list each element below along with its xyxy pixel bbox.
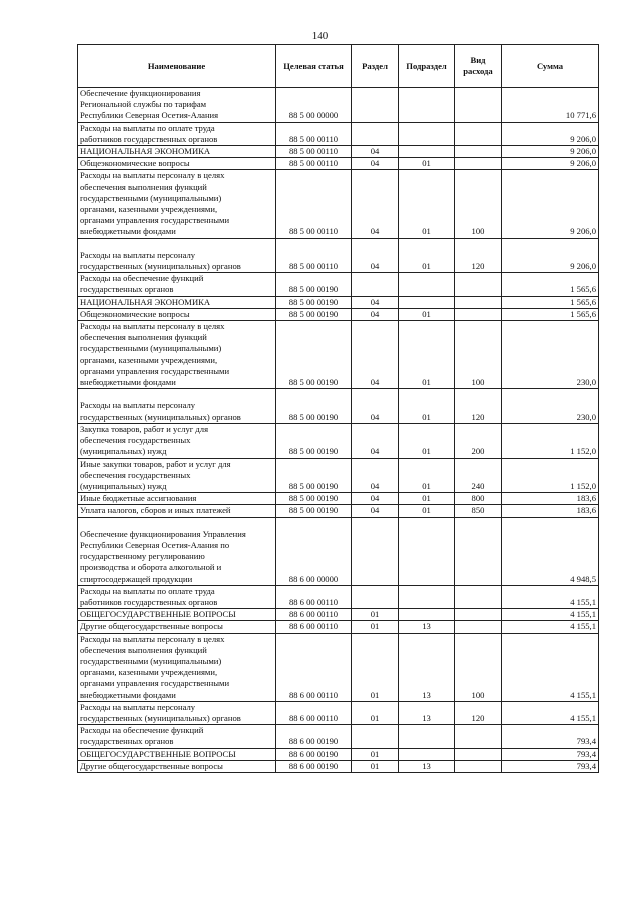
row-code: 88 6 00 00190 bbox=[276, 725, 352, 748]
row-subsection bbox=[399, 748, 455, 760]
row-amount: 1 152,0 bbox=[502, 423, 599, 458]
table-row bbox=[78, 633, 599, 701]
row-name: Расходы на выплаты по оплате труда работников государственных органов bbox=[78, 122, 276, 145]
row-name: Другие общегосударственные вопросы bbox=[78, 760, 276, 772]
row-code: 88 6 00 00110 bbox=[276, 585, 352, 608]
row-code: 88 5 00 00190 bbox=[276, 458, 352, 493]
row-expense-type bbox=[455, 725, 502, 748]
table-row bbox=[78, 517, 599, 585]
row-section: 04 bbox=[352, 458, 399, 493]
row-expense-type bbox=[455, 88, 502, 123]
row-amount: 4 155,1 bbox=[502, 585, 599, 608]
row-name: Расходы на обеспечение функций государственных органов bbox=[78, 273, 276, 296]
row-expense-type bbox=[455, 296, 502, 308]
row-subsection bbox=[399, 296, 455, 308]
row-code: 88 6 00 00190 bbox=[276, 748, 352, 760]
row-section: 01 bbox=[352, 748, 399, 760]
row-code: 88 5 00 00110 bbox=[276, 122, 352, 145]
row-subsection bbox=[399, 725, 455, 748]
row-subsection: 01 bbox=[399, 493, 455, 505]
row-amount: 1 565,6 bbox=[502, 308, 599, 320]
row-section bbox=[352, 88, 399, 123]
row-section bbox=[352, 725, 399, 748]
row-section: 04 bbox=[352, 493, 399, 505]
row-code: 88 5 00 00110 bbox=[276, 146, 352, 158]
row-subsection: 13 bbox=[399, 760, 455, 772]
row-subsection bbox=[399, 517, 455, 585]
row-section: 04 bbox=[352, 389, 399, 424]
row-name: Расходы на обеспечение функций государственных органов bbox=[78, 725, 276, 748]
table-header-row bbox=[78, 45, 599, 88]
row-amount: 1 152,0 bbox=[502, 458, 599, 493]
row-name: Расходы на выплаты персоналу государственных (муниципальных) органов bbox=[78, 389, 276, 424]
header-section: Раздел bbox=[352, 45, 399, 88]
row-name: Общеэкономические вопросы bbox=[78, 308, 276, 320]
row-amount: 793,4 bbox=[502, 725, 599, 748]
row-code: 88 6 00 00110 bbox=[276, 609, 352, 621]
row-expense-type: 800 bbox=[455, 493, 502, 505]
row-code: 88 6 00 00000 bbox=[276, 517, 352, 585]
row-subsection: 01 bbox=[399, 423, 455, 458]
row-name: Закупка товаров, работ и услуг для обеспечения государственных (муниципальных) нужд bbox=[78, 423, 276, 458]
row-subsection: 01 bbox=[399, 308, 455, 320]
row-code: 88 5 00 00190 bbox=[276, 296, 352, 308]
row-section: 01 bbox=[352, 609, 399, 621]
row-section: 04 bbox=[352, 170, 399, 238]
row-code: 88 6 00 00110 bbox=[276, 701, 352, 724]
row-expense-type: 100 bbox=[455, 321, 502, 389]
row-code: 88 5 00 00110 bbox=[276, 158, 352, 170]
row-name: НАЦИОНАЛЬНАЯ ЭКОНОМИКА bbox=[78, 146, 276, 158]
row-expense-type: 200 bbox=[455, 423, 502, 458]
row-section bbox=[352, 517, 399, 585]
row-expense-type: 100 bbox=[455, 633, 502, 701]
table-row bbox=[78, 389, 599, 424]
row-subsection: 13 bbox=[399, 621, 455, 633]
header-expense-type: Вид расхода bbox=[455, 45, 502, 88]
row-name: Другие общегосударственные вопросы bbox=[78, 621, 276, 633]
row-name: Расходы на выплаты персоналу в целях обеспечения выполнения функций государственными (муниципальными) органами, казенными учреждениями, органами управления государственными внебюджетными фондами bbox=[78, 170, 276, 238]
row-section: 04 bbox=[352, 158, 399, 170]
row-amount: 230,0 bbox=[502, 389, 599, 424]
row-expense-type bbox=[455, 748, 502, 760]
row-subsection: 01 bbox=[399, 505, 455, 517]
row-name: Расходы на выплаты персоналу в целях обеспечения выполнения функций государственными (муниципальными) органами, казенными учреждениями, органами управления государственными внебюджетными фондами bbox=[78, 321, 276, 389]
row-name: Иные закупки товаров, работ и услуг для обеспечения государственных (муниципальных) нужд bbox=[78, 458, 276, 493]
page-number: 140 bbox=[311, 30, 329, 42]
row-subsection bbox=[399, 146, 455, 158]
row-subsection bbox=[399, 88, 455, 123]
row-section: 04 bbox=[352, 423, 399, 458]
row-expense-type bbox=[455, 122, 502, 145]
row-subsection bbox=[399, 273, 455, 296]
row-expense-type bbox=[455, 609, 502, 621]
row-subsection: 13 bbox=[399, 701, 455, 724]
row-code: 88 5 00 00190 bbox=[276, 505, 352, 517]
row-name: Расходы на выплаты персоналу государственных (муниципальных) органов bbox=[78, 238, 276, 273]
row-amount: 4 155,1 bbox=[502, 633, 599, 701]
table-row bbox=[78, 170, 599, 238]
row-amount: 4 155,1 bbox=[502, 609, 599, 621]
row-name: Уплата налогов, сборов и иных платежей bbox=[78, 505, 276, 517]
row-code: 88 5 00 00110 bbox=[276, 170, 352, 238]
table-row bbox=[78, 238, 599, 273]
row-section: 01 bbox=[352, 701, 399, 724]
row-amount: 183,6 bbox=[502, 505, 599, 517]
row-expense-type bbox=[455, 158, 502, 170]
table-row bbox=[78, 748, 599, 760]
row-code: 88 5 00 00190 bbox=[276, 493, 352, 505]
row-name: ОБЩЕГОСУДАРСТВЕННЫЕ ВОПРОСЫ bbox=[78, 748, 276, 760]
row-name: Обеспечение функционирования Региональной службы по тарифам Республики Северная Осетия-Алания bbox=[78, 88, 276, 123]
row-amount: 9 206,0 bbox=[502, 146, 599, 158]
table-row bbox=[78, 122, 599, 145]
row-code: 88 5 00 00190 bbox=[276, 423, 352, 458]
row-expense-type: 240 bbox=[455, 458, 502, 493]
row-section bbox=[352, 585, 399, 608]
row-amount: 1 565,6 bbox=[502, 296, 599, 308]
table-row bbox=[78, 621, 599, 633]
row-expense-type bbox=[455, 621, 502, 633]
table-row bbox=[78, 88, 599, 123]
row-section: 01 bbox=[352, 633, 399, 701]
row-name: НАЦИОНАЛЬНАЯ ЭКОНОМИКА bbox=[78, 296, 276, 308]
row-name: Иные бюджетные ассигнования bbox=[78, 493, 276, 505]
table-row bbox=[78, 585, 599, 608]
row-expense-type bbox=[455, 760, 502, 772]
row-name: ОБЩЕГОСУДАРСТВЕННЫЕ ВОПРОСЫ bbox=[78, 609, 276, 621]
row-amount: 4 155,1 bbox=[502, 621, 599, 633]
budget-table bbox=[77, 44, 599, 773]
row-expense-type: 120 bbox=[455, 238, 502, 273]
row-amount: 1 565,6 bbox=[502, 273, 599, 296]
row-section bbox=[352, 122, 399, 145]
row-subsection: 13 bbox=[399, 633, 455, 701]
row-expense-type: 120 bbox=[455, 701, 502, 724]
row-expense-type bbox=[455, 146, 502, 158]
row-expense-type bbox=[455, 273, 502, 296]
table-row bbox=[78, 146, 599, 158]
row-subsection: 01 bbox=[399, 170, 455, 238]
row-expense-type bbox=[455, 517, 502, 585]
table-row bbox=[78, 609, 599, 621]
table-row bbox=[78, 505, 599, 517]
row-subsection: 01 bbox=[399, 458, 455, 493]
row-code: 88 6 00 00110 bbox=[276, 621, 352, 633]
table-row bbox=[78, 321, 599, 389]
table-row bbox=[78, 458, 599, 493]
row-subsection: 01 bbox=[399, 238, 455, 273]
header-name: Наименование bbox=[78, 45, 276, 88]
row-section: 04 bbox=[352, 296, 399, 308]
header-subsection: Подраздел bbox=[399, 45, 455, 88]
table-row bbox=[78, 701, 599, 724]
row-subsection: 01 bbox=[399, 389, 455, 424]
table-row bbox=[78, 296, 599, 308]
row-amount: 9 206,0 bbox=[502, 158, 599, 170]
row-subsection: 01 bbox=[399, 321, 455, 389]
row-amount: 9 206,0 bbox=[502, 238, 599, 273]
row-code: 88 5 00 00110 bbox=[276, 238, 352, 273]
header-code: Целевая статья bbox=[276, 45, 352, 88]
row-code: 88 5 00 00190 bbox=[276, 321, 352, 389]
table-row bbox=[78, 423, 599, 458]
row-section bbox=[352, 273, 399, 296]
row-section: 04 bbox=[352, 321, 399, 389]
table-row bbox=[78, 493, 599, 505]
row-amount: 183,6 bbox=[502, 493, 599, 505]
row-expense-type: 100 bbox=[455, 170, 502, 238]
row-amount: 4 948,5 bbox=[502, 517, 599, 585]
row-name: Расходы на выплаты персоналу государственных (муниципальных) органов bbox=[78, 701, 276, 724]
table-row bbox=[78, 273, 599, 296]
row-amount: 793,4 bbox=[502, 760, 599, 772]
row-section: 01 bbox=[352, 621, 399, 633]
row-amount: 9 206,0 bbox=[502, 170, 599, 238]
row-name: Общеэкономические вопросы bbox=[78, 158, 276, 170]
row-subsection bbox=[399, 609, 455, 621]
row-expense-type: 120 bbox=[455, 389, 502, 424]
row-name: Расходы на выплаты персоналу в целях обеспечения выполнения функций государственными (муниципальными) органами, казенными учреждениями, органами управления государственными внебюджетными фондами bbox=[78, 633, 276, 701]
row-amount: 10 771,6 bbox=[502, 88, 599, 123]
row-name: Расходы на выплаты по оплате труда работников государственных органов bbox=[78, 585, 276, 608]
row-code: 88 5 00 00190 bbox=[276, 308, 352, 320]
row-expense-type bbox=[455, 308, 502, 320]
row-subsection: 01 bbox=[399, 158, 455, 170]
header-amount: Сумма bbox=[502, 45, 599, 88]
row-code: 88 5 00 00000 bbox=[276, 88, 352, 123]
table-row bbox=[78, 158, 599, 170]
row-code: 88 6 00 00190 bbox=[276, 760, 352, 772]
row-code: 88 6 00 00110 bbox=[276, 633, 352, 701]
row-expense-type: 850 bbox=[455, 505, 502, 517]
table-row bbox=[78, 725, 599, 748]
row-amount: 4 155,1 bbox=[502, 701, 599, 724]
row-section: 04 bbox=[352, 238, 399, 273]
row-amount: 230,0 bbox=[502, 321, 599, 389]
row-expense-type bbox=[455, 585, 502, 608]
row-section: 04 bbox=[352, 505, 399, 517]
row-section: 01 bbox=[352, 760, 399, 772]
row-subsection bbox=[399, 585, 455, 608]
table-row bbox=[78, 308, 599, 320]
row-amount: 793,4 bbox=[502, 748, 599, 760]
row-section: 04 bbox=[352, 308, 399, 320]
table-row bbox=[78, 760, 599, 772]
row-subsection bbox=[399, 122, 455, 145]
row-section: 04 bbox=[352, 146, 399, 158]
row-amount: 9 206,0 bbox=[502, 122, 599, 145]
row-code: 88 5 00 00190 bbox=[276, 273, 352, 296]
row-name: Обеспечение функционирования Управления Республики Северная Осетия-Алания по государственному регулированию производства и оборота алкогольной и спиртосодержащей продукции bbox=[78, 517, 276, 585]
row-code: 88 5 00 00190 bbox=[276, 389, 352, 424]
